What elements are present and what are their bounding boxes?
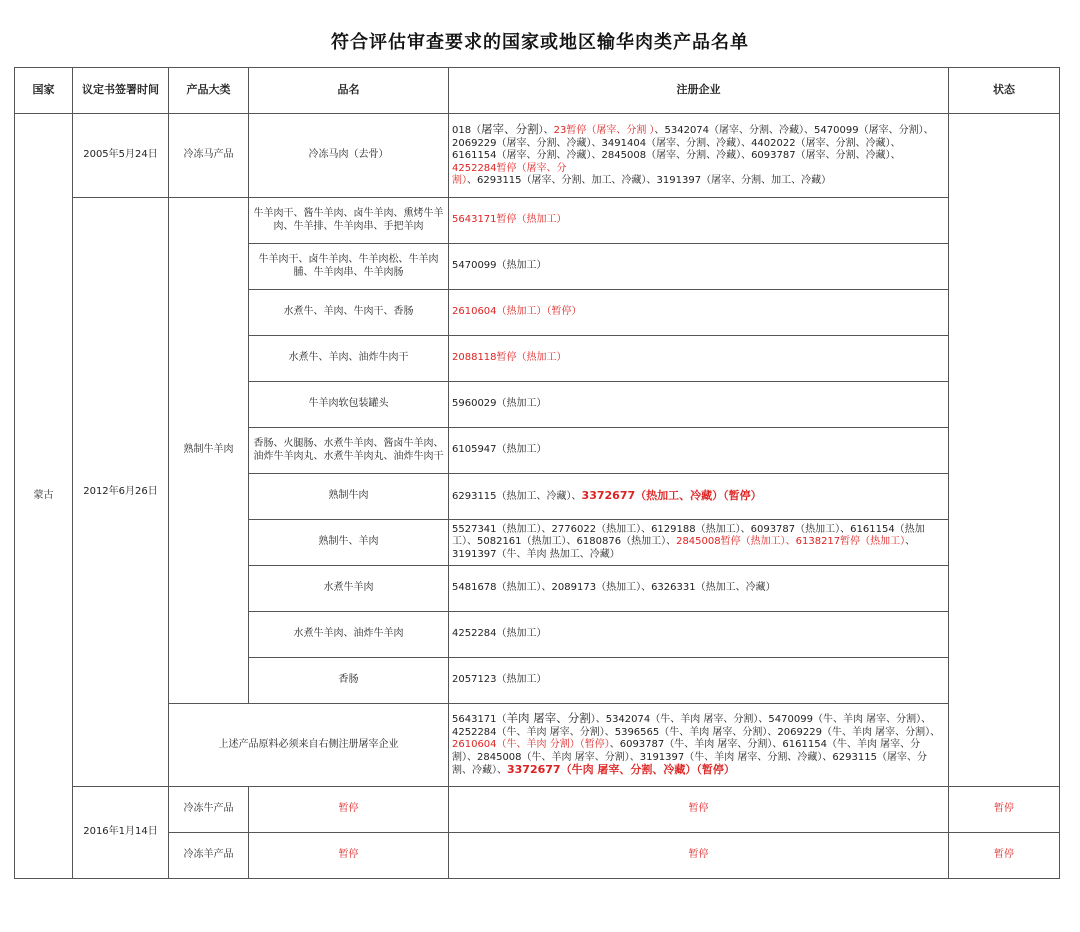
header-row <box>15 68 1060 114</box>
text-segment: 、6293115（屠宰、分割、加工、冷藏）、3191397（屠宰、分割、加工、冷藏） <box>467 175 832 187</box>
highlighted-text: 4252284暂停（屠宰、分割） <box>452 162 567 187</box>
enterprise-cell <box>449 336 949 382</box>
enterprise-cell <box>449 198 949 244</box>
enterprise-cell <box>449 244 949 290</box>
product-cell: 牛羊肉软包装罐头 <box>249 382 449 428</box>
text-segment: 5470099（热加工） <box>452 260 547 272</box>
product-cell: 熟制牛肉 <box>249 474 449 520</box>
text-segment: 、6093787（牛、羊肉 屠宰、分割）、6161154（牛、羊肉 屠宰、分割）、2845008（牛、羊肉 屠宰、分割）、3191397（牛、羊肉 屠宰、分割、冷藏）、6293115（屠宰、分割、冷藏）、 <box>452 739 927 777</box>
highlighted-text: 3372677（牛肉 屠宰、分割、冷藏）（暂停） <box>507 763 735 777</box>
category-cell: 冷冻马产品 <box>169 114 249 198</box>
category-cell: 冷冻牛产品 <box>169 787 249 833</box>
product-cell: 水煮牛羊肉 <box>249 566 449 612</box>
date-cell: 2016年1月14日 <box>73 787 169 879</box>
text-segment: 5960029（热加工） <box>452 398 547 410</box>
text-segment: 018（ <box>452 125 482 137</box>
table-row <box>15 704 1060 787</box>
text-segment: 、3191397（牛、羊肉 热加工、冷藏） <box>452 536 916 560</box>
text-segment: ）、 <box>538 125 554 137</box>
header-category: 产品大类 <box>169 68 249 114</box>
highlighted-text: 2845008暂停（热加工）、6138217暂停（热加工） <box>676 536 906 548</box>
product-cell: 牛羊肉干、酱牛羊肉、卤牛羊肉、熏烤牛羊肉、牛羊排、牛羊肉串、手把羊肉 <box>249 198 449 244</box>
text-segment: 5527341（热加工）、2776022（热加工）、6129188（热加工）、6093787（热加工）、6161154（热加工）、5082161（热加工）、6180876（热加工）、 <box>452 523 925 548</box>
source-note-cell: 上述产品原料必须来自右侧注册屠宰企业 <box>169 704 449 787</box>
meat-product-table <box>14 67 1060 879</box>
product-cell: 暂停 <box>249 833 449 879</box>
product-cell: 香肠 <box>249 658 449 704</box>
enterprise-cell <box>449 382 949 428</box>
date-cell: 2005年5月24日 <box>73 114 169 198</box>
enterprise-cell <box>449 428 949 474</box>
header-status: 状态 <box>949 68 1060 114</box>
enterprise-cell: 暂停 <box>449 833 949 879</box>
status-cell <box>949 114 1060 787</box>
enterprise-cell <box>449 290 949 336</box>
text-segment: 6293115（热加工、冷藏）、 <box>452 490 582 502</box>
category-cell: 熟制牛羊肉 <box>169 198 249 704</box>
product-cell: 熟制牛、羊肉 <box>249 520 449 566</box>
highlighted-text: 3372677（热加工、冷藏）（暂停） <box>581 488 762 502</box>
enterprise-cell <box>449 114 949 198</box>
country-cell: 蒙古 <box>15 114 73 879</box>
text-segment: 屠宰、分割 <box>481 122 539 137</box>
product-cell: 冷冻马肉（去骨） <box>249 114 449 198</box>
text-segment: ）、5342074（牛、羊肉 屠宰、分割）、5470099（牛、羊肉 屠宰、分割）、4252284（牛、羊肉 屠宰、分割）、5396565（牛、羊肉 屠宰、分割）、2069229（牛、羊肉 屠宰、分割）、 <box>452 714 941 738</box>
enterprise-cell: 暂停 <box>449 787 949 833</box>
highlighted-text: 23暂停（屠宰、分割 ） <box>553 125 655 137</box>
header-date: 议定书签署时间 <box>73 68 169 114</box>
highlighted-text: 2610604（牛、羊肉 分割）（暂停） <box>452 739 610 751</box>
text-segment: 6105947（热加工） <box>452 444 547 456</box>
table-row <box>15 198 1060 244</box>
text-segment: 5643171（ <box>452 714 507 726</box>
status-cell: 暂停 <box>949 787 1060 833</box>
highlighted-text: 2088118暂停（热加工） <box>452 352 567 364</box>
highlighted-text: 5643171暂停（热加工） <box>452 214 567 226</box>
enterprise-cell <box>449 612 949 658</box>
text-segment: 2057123（热加工） <box>452 674 547 686</box>
product-cell: 水煮牛、羊肉、牛肉干、香肠 <box>249 290 449 336</box>
product-cell: 水煮牛羊肉、油炸牛羊肉 <box>249 612 449 658</box>
table-row <box>15 114 1060 198</box>
text-segment: 4252284（热加工） <box>452 628 547 640</box>
text-segment: 羊肉 屠宰、分割 <box>506 711 591 726</box>
enterprise-cell <box>449 566 949 612</box>
product-cell: 香肠、火腿肠、水煮牛羊肉、酱卤牛羊肉、油炸牛羊肉丸、水煮牛羊肉丸、油炸牛肉干 <box>249 428 449 474</box>
enterprise-cell <box>449 658 949 704</box>
status-cell: 暂停 <box>949 833 1060 879</box>
header-country: 国家 <box>15 68 73 114</box>
product-cell: 水煮牛、羊肉、油炸牛肉干 <box>249 336 449 382</box>
product-cell: 暂停 <box>249 787 449 833</box>
table-row <box>15 833 1060 879</box>
text-segment: 5481678（热加工）、2089173（热加工）、6326331（热加工、冷藏） <box>452 582 776 594</box>
header-product: 品名 <box>249 68 449 114</box>
page-title: 符合评估审查要求的国家或地区输华肉类产品名单 <box>331 32 749 53</box>
header-enterprise: 注册企业 <box>449 68 949 114</box>
highlighted-text: 2610604（热加工）（暂停） <box>452 306 582 318</box>
enterprise-cell <box>449 474 949 520</box>
text-segment: 、5342074（屠宰、分割、冷藏）、5470099（屠宰、分割）、2069229（屠宰、分割、冷藏）、3491404（屠宰、分割、冷藏）、4402022（屠宰、分割、冷藏）、6161154（屠宰、分割、冷藏）、2845008（屠宰、分割、冷藏）、6093787（屠宰、分割、冷藏）、 <box>452 125 934 162</box>
date-cell: 2012年6月26日 <box>73 198 169 787</box>
enterprise-cell <box>449 520 949 566</box>
table-row <box>15 787 1060 833</box>
category-cell: 冷冻羊产品 <box>169 833 249 879</box>
enterprise-cell <box>449 704 949 787</box>
product-cell: 牛羊肉干、卤牛羊肉、牛羊肉松、牛羊肉脯、牛羊肉串、牛羊肉肠 <box>249 244 449 290</box>
